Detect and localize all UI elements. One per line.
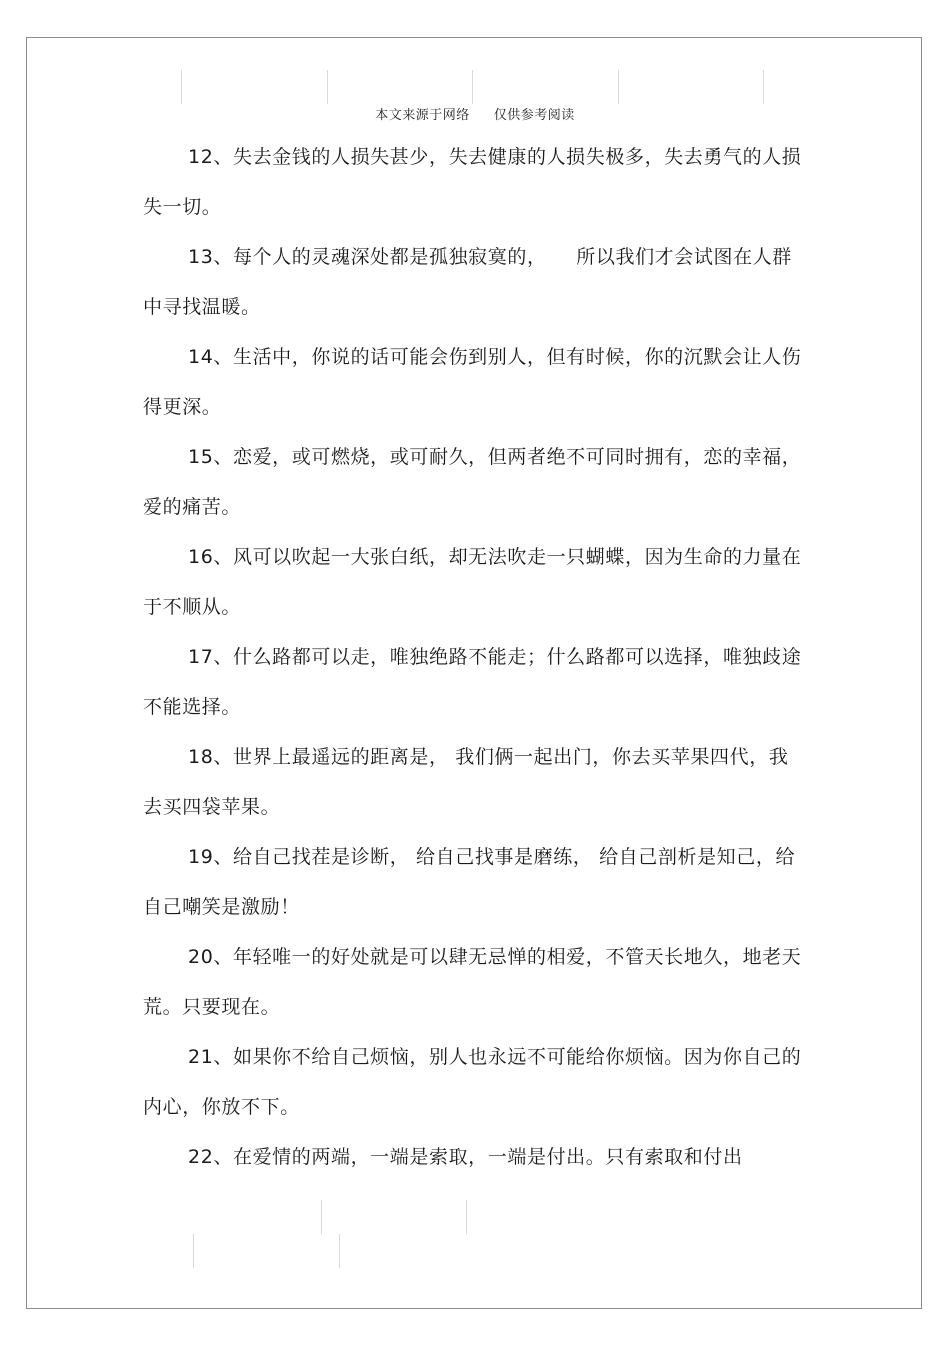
quote-text: 风可以吹起一大张白纸，却无法吹走一只蝴蝶，因为生命的力量在于不顺从。 (143, 546, 802, 618)
quote-number: 16、 (188, 546, 233, 568)
quote-paragraph (143, 932, 803, 1032)
quote-number: 13、 (188, 246, 233, 268)
footer-rule-mark (321, 1200, 322, 1234)
quote-number: 14、 (188, 346, 233, 368)
header-rule-mark (327, 70, 328, 104)
quote-paragraph (143, 132, 803, 232)
quote-text: 每个人的灵魂深处都是孤独寂寞的， 所以我们才会试图在人群中寻找温暖。 (143, 246, 792, 318)
quote-paragraph (143, 432, 803, 532)
footer-rule-mark (339, 1234, 340, 1268)
quote-number: 20、 (188, 946, 233, 968)
footer-rule-mark (193, 1234, 194, 1268)
quote-text: 如果你不给自己烦恼，别人也永远不可能给你烦恼。因为你自己的内心，你放不下。 (143, 1046, 802, 1118)
source-note: 本文来源于网络 (375, 108, 470, 123)
header-rule-mark (763, 70, 764, 104)
reading-note: 仅供参考阅读 (493, 108, 575, 123)
quote-text: 什么路都可以走，唯独绝路不能走；什么路都可以选择，唯独歧途不能选择。 (143, 646, 802, 718)
quote-text: 生活中，你说的话可能会伤到别人，但有时候，你的沉默会让人伤得更深。 (143, 346, 802, 418)
quote-text: 失去金钱的人损失甚少，失去健康的人损失极多，失去勇气的人损失一切。 (143, 146, 802, 218)
quote-number: 12、 (188, 146, 233, 168)
quote-number: 15、 (188, 446, 233, 468)
quote-paragraph (143, 532, 803, 632)
footer-rule-mark (466, 1200, 467, 1234)
quote-paragraph (143, 232, 803, 332)
quote-paragraph (143, 332, 803, 432)
quote-number: 21、 (188, 1046, 233, 1068)
quote-paragraph (143, 632, 803, 732)
quote-text: 世界上最遥远的距离是， 我们俩一起出门，你去买苹果四代，我去买四袋苹果。 (143, 746, 789, 818)
quote-text: 给自己找茬是诊断， 给自己找事是磨练， 给自己剖析是知己，给自己嘲笑是激励！ (143, 846, 796, 918)
quote-paragraph (143, 732, 803, 832)
header-rule-mark (618, 70, 619, 104)
quote-number: 18、 (188, 746, 233, 768)
quote-number: 22、 (188, 1146, 233, 1168)
quote-list (143, 132, 803, 1182)
quote-text: 年轻唯一的好处就是可以肆无忌惮的相爱，不管天长地久，地老天荒。只要现在。 (143, 946, 802, 1018)
header-rule-mark (472, 70, 473, 104)
header-rule-mark (181, 70, 182, 104)
quote-number: 17、 (188, 646, 233, 668)
quote-text: 恋爱，或可燃烧，或可耐久，但两者绝不可同时拥有，恋的幸福，爱的痛苦。 (143, 446, 802, 518)
quote-paragraph (143, 832, 803, 932)
quote-text: 在爱情的两端，一端是索取，一端是付出。只有索取和付出 (232, 1146, 743, 1168)
header-note (0, 104, 950, 123)
quote-paragraph (143, 1032, 803, 1132)
quote-number: 19、 (188, 846, 233, 868)
quote-paragraph (143, 1132, 803, 1182)
